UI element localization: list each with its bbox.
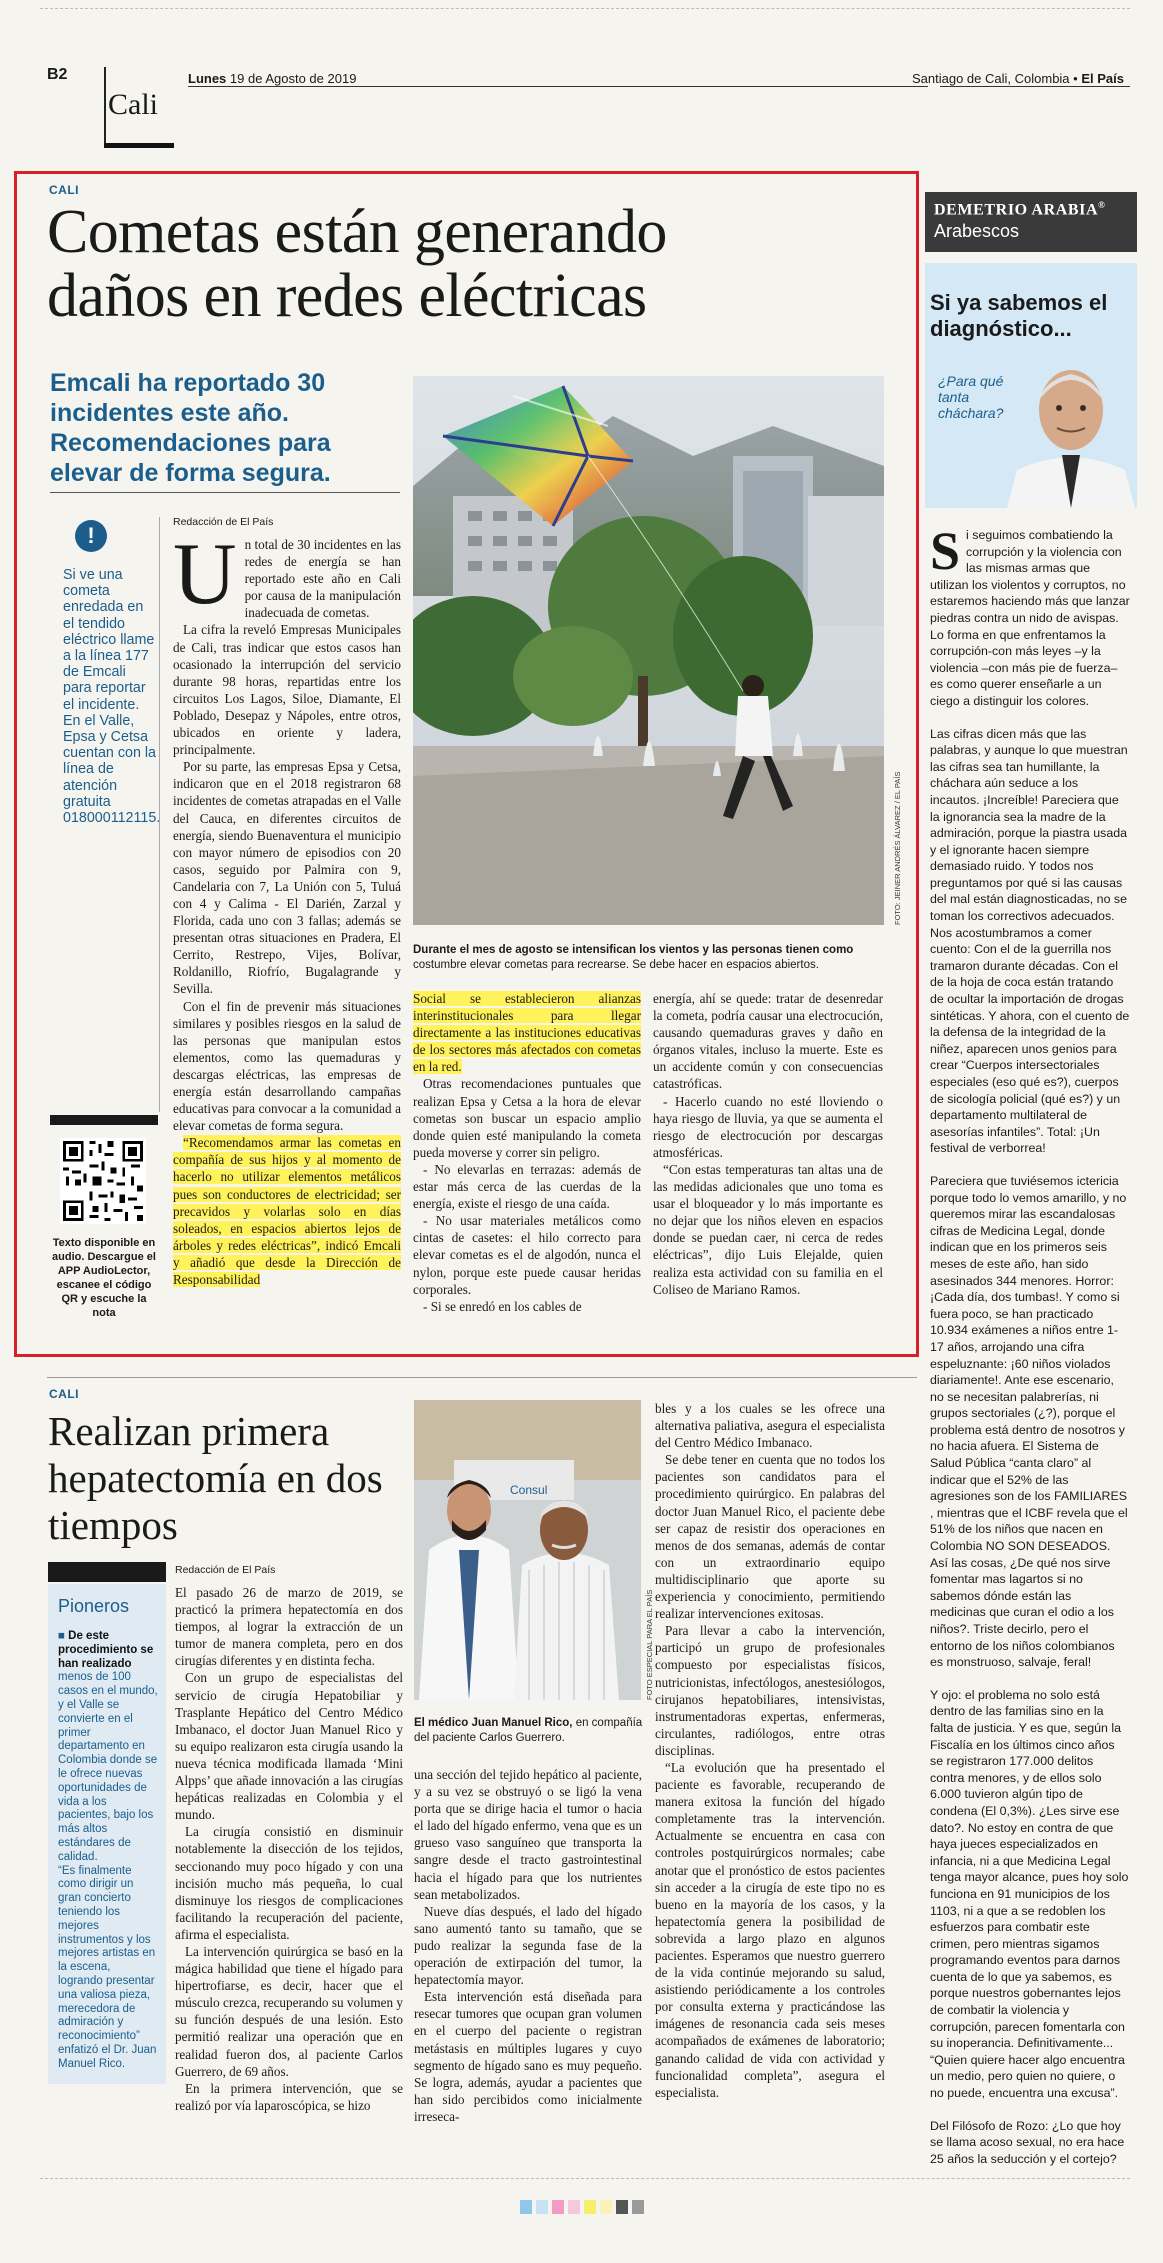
photo2-caption: El médico Juan Manuel Rico, en compañía del paciente Carlos Guerrero. bbox=[414, 1717, 643, 1744]
pioneros-title: Pioneros bbox=[58, 1596, 130, 1616]
sidebar-note: Si ve una cometa enredada en el tendido eléctrico llame a la línea 177 de Emcali para reportar el incidente. En el Valle, Epsa y Cetsa cuentan con la línea de atención gratuita 018000112115. bbox=[63, 567, 161, 827]
photo-credit: FOTO: JEINER ANDRÉS ÁLVAREZ / EL PAÍS bbox=[893, 771, 902, 925]
dropcap: U bbox=[173, 526, 237, 623]
article2-headline: Realizan primera hepatectomía en dos tiempos bbox=[48, 1408, 383, 1548]
column-teaser: ¿Para qué tanta cháchara? bbox=[938, 373, 1004, 421]
print-color-bar bbox=[520, 2200, 644, 2214]
header-date: Lunes 19 de Agosto de 2019 bbox=[188, 71, 357, 86]
column-dropcap: S bbox=[930, 521, 961, 581]
section-tag: CALI bbox=[49, 183, 79, 197]
pioneros-text: ■ De este procedimiento se han realizado menos de 100 casos en el mundo, y el Valle se convierte en el primer departamento en Colombia donde se le ofrece nuevas oportunidades de vida a los pacientes, bajo los más altos estándares de calidad. “Es finalmente como dirigir un gran concierto teniendo los mejores instrumentos y los mejores artistas en la escena, logrando presentar una valiosa pieza, merecedora de admiración y reconocimiento” enfatizó el Dr. Juan Manuel Rico. bbox=[58, 1630, 158, 2070]
coat-logo: Consul bbox=[510, 1483, 548, 1497]
article-headline: Cometas están generando daños en redes eléctricas bbox=[47, 198, 667, 330]
article2-rule bbox=[47, 1377, 917, 1378]
byline: Redacción de El País bbox=[173, 516, 274, 528]
column-author: DEMETRIO ARABIA® bbox=[934, 200, 1106, 219]
article-body-col2: Social se establecieron alianzas interinstitucionales para llegar directamente a las instituciones educativas de los sectores más afectados con cometas en la red. Otras recomendaciones puntuales que realizan Epsa y Cetsa a la hora de elevar cometas son buscar un espacio amplio donde quien esté manipulando la cometa pueda moverse y correr sin peligro. - No elevarlas en terrazas: además de estar más cerca de las cuerdas de la energía, existe el riesgo de una caída. - No usar materiales metálicos como cintas de casetes: el hilo correcto para elevar cometas es el de algodón, nunca el nylon, porque este puede causar heridas corporales. - Si se enredó en los cables de bbox=[413, 991, 641, 1314]
audio-note: Texto disponible en audio. Descargue el APP AudioLector, escanee el código QR y escuche la nota bbox=[52, 1237, 156, 1319]
highlight-box bbox=[14, 171, 919, 1357]
article-body-col1: U n total de 30 incidentes en las redes de energía se han reportado este año en Cali por causa de la manipulación inadecuada de cometas. La cifra la reveló Empresas Municipales de Cali, tras indicar que estos casos han ocasionado la interrupción del servicio durante 98 horas, repartidas entre los circuitos Los Lagos, Siloe, Diamante, El Poblado, Desepaz y Nápoles, entre otros, ubicados en oriente y ladera, principalmente. Por su parte, las empresas Epsa y Cetsa, indicaron que en el 2018 registraron 68 incidentes de cometas atrapadas en el Valle del Cauca, en diferentes circuitos de energía, siendo Buenaventura el municipio con mayor número de episodios con 20 casos, seguido por Palmira con 9, Candelaria con 7, La Unión con 5, Tuluá con 4 y Calima - El Darién, Zarzal y Florida, cada uno con 3 fallas; además se presentan otras situaciones en Pradera, El Cerrito, Restrepo, Vijes, Bolívar, Roldanillo, Riofrío, Bugalagrande y Sevilla. Con el fin de prevenir más situaciones similares y posibles riesgos en la salud de las personas que manipulan estos elementos, como las quemaduras y descargas eléctricas, las empresas de energía están desarrollando campañas educativas para convocar a la comunidad a elevar cometas de forma segura. “Recomendamos armar las cometas en compañía de sus hijos y al momento de hacerlo no utilizar elementos metálicos pues son conductores de electricidad; ser precavidos y volarlas solo en días soleados, en espacios abiertos lejos de árboles y redes eléctricas”, indicó Emcali y añadió que desde la Dirección de Responsabilidad bbox=[173, 526, 401, 1288]
article2-tag: CALI bbox=[49, 1387, 79, 1401]
photo2-credit: FOTO ESPECIAL PARA EL PAÍS bbox=[645, 1589, 654, 1700]
page-number: B2 bbox=[47, 66, 68, 83]
doctor-photo bbox=[414, 1400, 641, 1700]
article-body-col3: energía, ahí se quede: tratar de desenredar la cometa, podría causar una electrocución, causando quemaduras graves y daño en órganos vitales, incluso la muerte. Este es un accidente común y con consecuencias catastróficas. - Hacerlo cuando no esté lloviendo o haya riesgo de lluvia, ya que se aumenta el riesgo de electrocución por descargas atmosféricas. “Con estas temperaturas tan altas una de las medidas adicionales que uno toma es usar el bloqueador y lo más importante es no dejar que los niños eleven en espacios donde se puedan caer, ni cerca de redes eléctricas”, dijo Luis Elejalde, quien realiza esta actividad con su familia en el Coliseo de Mariano Ramos. bbox=[653, 991, 883, 1297]
article2-body-col1: El pasado 26 de marzo de 2019, se practicó la primera hepatectomía en dos tiempos, al lograr la extracción de un tumor de manera completa, pero en dos cirugías diferentes y en distinta fecha. Con un grupo de especialistas del servicio de cirugía Hepatobiliar y Trasplante Hepático del Centro Médico Imbanaco, el doctor Juan Manuel Rico y su equipo realizaron esta cirugía usando la nueva técnica modificada llamada ‘Mini Alpps’ que añade innovación a las cirugías hepáticas realizadas en Colombia y el mundo. La cirugía consistió en disminuir notablemente la disección de los tejidos, seccionando muy poco hígado y con una incisión mucho más pequeña, lo cual disminuye los riesgos de complicaciones facilitando la recuperación del paciente, afirma el especialista. La intervención quirúrgica se basó en la mágica habilidad que tiene el hígado para hipertrofiarse, es decir, hacer que el músculo crezca, recuperando su volumen y su función después de una lesión. Esto permitió realizar una operación que en realidad fueron dos, al paciente Carlos Guerrero, de 69 años. En la primera intervención, que se realizó por vía laparoscópica, se hizo bbox=[175, 1585, 403, 2113]
author-portrait bbox=[1007, 350, 1135, 508]
section-name: Cali bbox=[104, 88, 174, 148]
header-rule-right bbox=[940, 86, 1130, 87]
article2-body-col2: una sección del tejido hepático al paciente, y a su vez se obstruyó o se ligó la vena porta que se dirige hacia el tumor o hacia el lado del hígado enfermo, vena que es un grueso vaso sanguíneo que transporta la sangre desde el tracto gastrointestinal hacia el hígado para que los nutrientes sean metabolizados. Nueve días después, el lado del hígado sano aumentó tanto su tamaño, que se pudo realizar la segunda fase de la operación de extirpación del tumor, la hepatectomía mayor. Esta intervención está diseñada para resecar tumores que ocupan gran volumen en el cuerpo del paciente o registran metástasis en múltiples lugares y cuyo segmento de hígado sano es muy pequeño. Se logra, además, ayudar a pacientes que han sido percibidos como inicialmente irreseca- bbox=[414, 1767, 642, 2124]
photo-caption: Durante el mes de agosto se intensifican los vientos y las personas tienen como costumbre elevar cometas para recrearse. Se debe hacer en espacios abiertos. bbox=[413, 944, 854, 971]
top-cut-line bbox=[40, 8, 1130, 9]
header-location: Santiago de Cali, Colombia • El País bbox=[912, 71, 1124, 86]
column-body: S i seguimos combatiendo la corrupción y la violencia con las mismas armas que utilizan los violentos y corruptos, no estaremos haciendo más que lanzar piedras contra un nido de avispas. Lo forma en que enfrentamos la corrupción-con más leyes –y la violencia –con más pie de fuerza– es como querer enseñarle a un ciego a distinguir los colores. Las cifras dicen más que las palabras, y aunque lo que muestran las cifras sea tan humillante, la cháchara aún seduce a los incautos. ¡Increíble! Pareciera que la ignorancia sea la madre de la admiración, porque la piastra usada y el ignorante hacen siempre demasiado ruido. Y todos nos preguntamos por qué si las causas del mal están diagnosticadas, no se toman los correctivos adecuados. Nos acostumbramos a comer cuento: Con el de la guerrilla nos tramaron durante décadas. Con el de la hoja de coca están tratando de ocultar la importación de drogas sintéticas. Y ahora, con el cuento de la defensa de la integridad de la niñez, aparecen unos genios para crear “Cuerpos intersectoriales especiales (eso qué es?), cuerpos de sicología policial (qué es?) y un departamento multilateral de asesorías infantiles”. Total: ¡Un festival de verborrea! Pareciera que tuviésemos ictericia porque todo lo vemos amarillo, y no queremos mirar las escandalosas cifras de Medicina Legal, donde indican que en los primeros seis meses de este año, han sido asesinados 344 menores. Horror: ¡Cada día, dos tumbas!. Y como si fuera poco, se han practicado 10.934 exámenes a niños entre 1-17 años, arrojando una cifra espeluznante: ¡60 niños violados diariamente!. Ante ese escenario, no se necesitan palabrerías, ni grupos sectoriales (¿?), porque el problema está dentro de nosotros y no hacia afuera. El Sistema de Salud Pública “canta claro” al indicar que el 52% de las agresiones son de los FAMILIARES , mientras que el ICBF revela que el 51% de los niños que nacen en Colombia NO SON DESEADOS. Así las cosas, ¿De qué nos sirve fomentar mas lagartos si no sabemos dónde están las medicinas que curan el odio a los niños?. Triste decirlo, pero el entorno de los niños colombianos es monstruoso, salvaje, feral! Y ojo: el problema no solo está dentro de las familias sino en la falta de justicia. Y es que, según la Fiscalía en los últimos cinco años se registraron 177.000 delitos contra menores, y de ellos solo 6.000 tuvieron algún tipo de condena (El 0,3%). ¿Les sirve ese dato?. No estoy en contra de que haya jueces especializados en infancia, ni a que Medicina Legal tenga mayor alcance, pues hoy solo funciona en 91 municipios de los 1103, ni a que a se redoblen los esfuerzos para combatir este crimen, pero mientras sigamos programando eventos para darnos cuenta de lo que ya sabemos, es porque nuestros gobernantes lejos de combatir la violencia y corrupción, parecen fomentarla con su inoperancia. Definitivamente... “Quien quiere hacer algo encuentra un medio, pero quien no quiere, o no puede, encuentra una excusa”. Del Filósofo de Rozo: ¿Lo que hoy se llama acoso sexual, no era hace 25 años la seducción y el cortejo? bbox=[930, 521, 1130, 2166]
header-rule bbox=[188, 86, 928, 87]
article2-byline: Redacción de El País bbox=[175, 1564, 276, 1576]
bottom-cut-line bbox=[40, 2178, 1130, 2179]
column-name: Arabescos bbox=[934, 221, 1020, 241]
article-subhead: Emcali ha reportado 30 incidentes este año. Recomendaciones para elevar de forma segura. bbox=[50, 369, 331, 487]
column-title: Si ya sabemos el diagnóstico... bbox=[930, 290, 1108, 341]
article2-body-col3: bles y a los cuales se les ofrece una alternativa paliativa, asegura el especialista del Centro Médico Imbanaco. Se debe tener en cuenta que no todos los pacientes son candidatos para el procedimiento quirúrgico. En palabras del doctor Juan Manuel Rico, el paciente debe ser capaz de resistir dos operaciones en menos de dos semanas, además de contar con un extraordinario equipo multidisciplinario que aporte su experiencia y conocimiento, permitiendo realizar intervenciones exitosas. Para llevar a cabo la intervención, participó un grupo de profesionales compuesto por especialistas físicos, nutricionistas, infectólogos, anestesiólogos, cirujanos hepatobiliares, intensivistas, instrumentadoras expertas, enfermeras, circulantes, radiólogos, entre otras disciplinas. “La evolución que ha presentado el paciente es favorable, recuperando de manera exitosa la función del hígado completamente tras la intervención. Actualmente se encuentra en casa con controles postquirúrgicos normales; cabe anotar que el pronóstico de estos pacientes sin acceder a la cirugía de este tipo no es bueno en la mayoría de los casos, y la hepatectomía genera la posibilidad de sobrevida a largo plazo en algunos pacientes. Esperamos que nuestro guerrero de la vida continúe mejorando su salud, asistiendo periódicamente a los controles por consulta externa y practicándose las imágenes de resonancia cada seis meses acompañados de exámenes de laboratorio; ganando calidad de vida con actividad y funcionalidad completa”, asegura el especialista. bbox=[655, 1401, 885, 2100]
pioneros-bar bbox=[48, 1562, 166, 1582]
exclamation-icon: ! bbox=[75, 520, 107, 552]
